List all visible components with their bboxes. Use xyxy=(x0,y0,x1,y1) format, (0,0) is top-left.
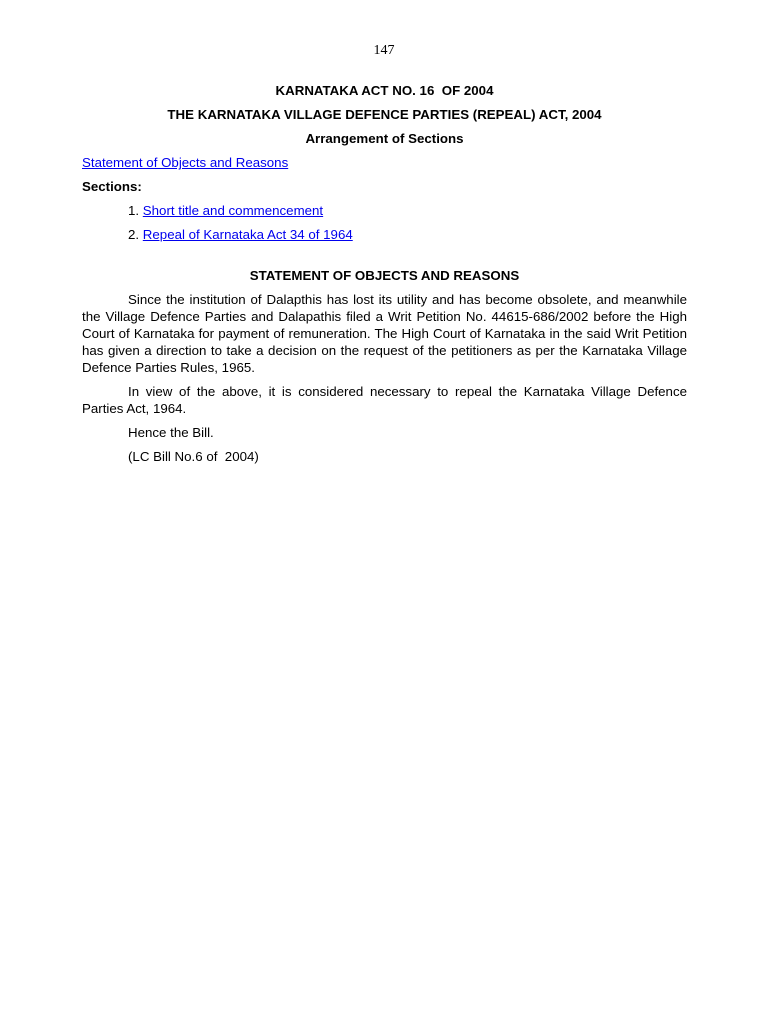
section-link-repeal[interactable]: Repeal of Karnataka Act 34 of 1964 xyxy=(142,227,353,242)
document-content xyxy=(82,82,687,472)
statement-of-objects-link[interactable]: Statement of Objects and Reasons xyxy=(82,155,289,170)
statement-paragraph-2: In view of the above, it is considered necessary to repeal the Karnataka Village Defence Parties Act, 1964. xyxy=(82,384,687,416)
statement-paragraph-3: Hence the Bill. xyxy=(128,425,214,440)
page-number: 147 xyxy=(373,43,395,58)
arrangement-heading: Arrangement of Sections xyxy=(305,131,464,146)
section-item-1 xyxy=(82,202,687,219)
sections-label: Sections: xyxy=(82,179,142,194)
bill-reference: (LC Bill No.6 of 2004) xyxy=(128,449,259,464)
act-name: THE KARNATAKA VILLAGE DEFENCE PARTIES (REPEAL) ACT, 2004 xyxy=(167,107,602,122)
section-number: 1. xyxy=(128,203,140,218)
section-link-short-title[interactable]: Short title and commencement xyxy=(142,203,324,218)
statement-link-row xyxy=(82,154,687,171)
statement-paragraph-1: Since the institution of Dalapthis has lost its utility and has become obsolete, and meanwhile the Village Defence Parties and Dalapathis filed a Writ Petition No. 44615-686/2002 before the High Court of Karnataka for payment of remuneration. The High Court of Karnataka in the said Writ Petition has given a direction to take a decision on the request of the petitioners as per the Karnataka Village Defence Parties Rules, 1965. xyxy=(82,292,687,375)
act-title: KARNATAKA ACT NO. 16 OF 2004 xyxy=(275,83,494,98)
section-number: 2. xyxy=(128,227,140,242)
section-item-2 xyxy=(82,226,687,243)
statement-heading: STATEMENT OF OBJECTS AND REASONS xyxy=(249,268,520,283)
